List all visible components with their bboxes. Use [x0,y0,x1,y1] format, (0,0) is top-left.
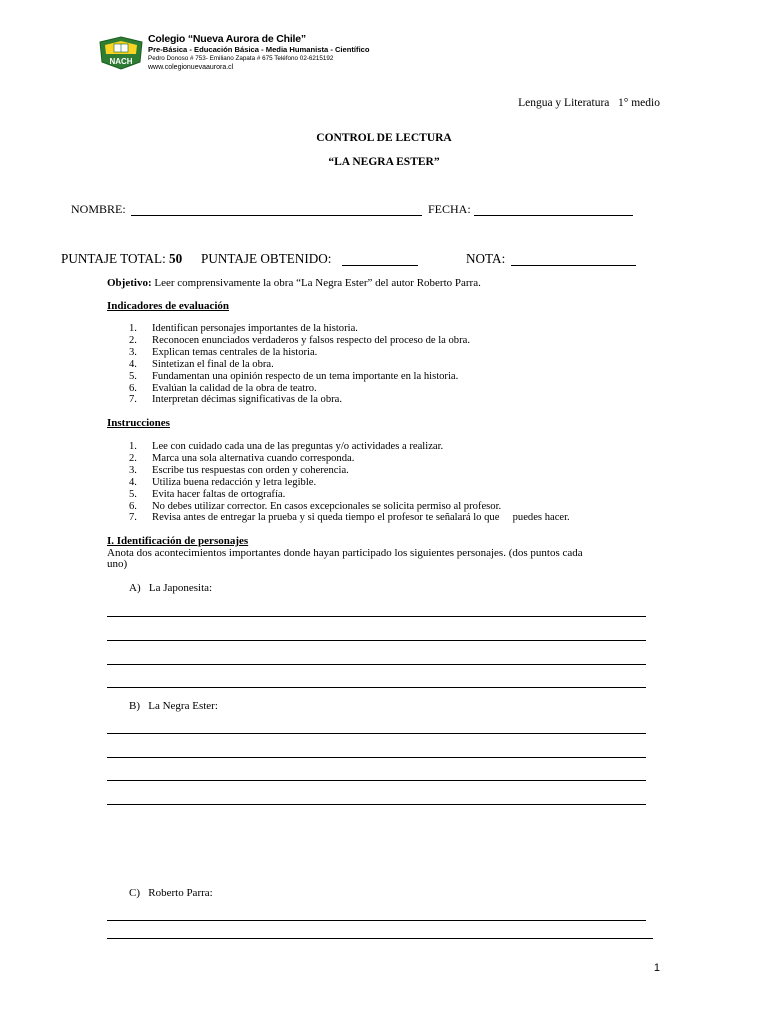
list-item: 3. Escribe tus respuestas con orden y coherencia. [129,464,349,476]
indicadores-list [107,323,470,406]
school-address: Pedro Donoso # 753- Emiliano Zapata # 675 Teléfono 02-6215192 [148,55,334,62]
nombre-line[interactable] [131,215,422,216]
character-c-label: C) Roberto Parra: [129,887,213,899]
page-title: CONTROL DE LECTURA [316,132,452,144]
school-logo [98,36,144,70]
fecha-label: FECHA: [428,202,471,216]
puntaje-total-value: 50 [169,251,183,266]
answer-line-a1[interactable] [107,616,646,617]
instrucciones-list [107,441,570,524]
list-item: 6. Evalúan la calidad de la obra de teatro. [129,382,317,394]
puntaje-total [61,251,182,267]
answer-line-a3[interactable] [107,664,646,665]
answer-line-b3[interactable] [107,780,646,781]
nota-line[interactable] [511,265,636,266]
list-item: 7. Revisa antes de entregar la prueba y si queda tiempo el profesor te señalará lo que puedes hacer. [129,512,570,524]
list-item: 5. Evita hacer faltas de ortografía. [129,488,286,500]
list-item: 4. Sintetizan el final de la obra. [129,358,274,370]
answer-line-c1[interactable] [107,920,646,921]
school-website[interactable]: www.colegionuevaaurora.cl [148,64,234,71]
list-item: 2. Reconocen enunciados verdaderos y falsos respecto del proceso de la obra. [129,334,470,346]
answer-line-b2[interactable] [107,757,646,758]
objetivo-text: Leer comprensivamente la obra “La Negra Ester” del autor Roberto Parra. [154,277,481,289]
subject-grade: Lengua y Literatura 1° medio [518,97,660,109]
list-item: 4. Utiliza buena redacción y letra legible. [129,476,317,488]
page-subtitle: “LA NEGRA ESTER” [328,156,440,168]
character-b-label: B) La Negra Ester: [129,700,218,712]
character-a-label: A) La Japonesita: [129,582,213,594]
indicadores-heading: Indicadores de evaluación [107,300,230,312]
logo-text: NACH [109,57,133,66]
answer-line-a4[interactable] [107,687,646,688]
puntaje-obtenido-line[interactable] [342,265,418,266]
section1-instruction-line1: Anota dos acontecimientos importantes donde hayan participado los siguientes personajes. (dos puntos cada [107,547,583,559]
answer-line-b4[interactable] [107,804,646,805]
page-number: 1 [653,962,660,974]
list-item: 1. Identifican personajes importantes de la historia. [129,323,358,334]
puntaje-obtenido-label: PUNTAJE OBTENIDO: [201,251,332,266]
answer-line-a2[interactable] [107,640,646,641]
instrucciones-heading: Instrucciones [107,417,170,429]
list-item: 6. No debes utilizar corrector. En casos excepcionales se solicita permiso al profesor. [129,500,502,512]
nombre-label: NOMBRE: [71,202,126,216]
school-name: Colegio “Nueva Aurora de Chile” [148,33,306,45]
objetivo [107,277,481,289]
nota-label: NOTA: [466,251,506,266]
list-item: 2. Marca una sola alternativa cuando corresponda. [129,452,355,464]
answer-line-b1[interactable] [107,733,646,734]
list-item: 3. Explican temas centrales de la historia. [129,346,318,358]
school-levels: Pre-Básica - Educación Básica - Media Humanista - Científico [148,45,370,54]
answer-line-c2[interactable] [107,938,653,939]
list-item: 5. Fundamentan una opinión respecto de un tema importante en la historia. [129,370,459,382]
list-item: 7. Interpretan décimas significativas de la obra. [129,394,343,406]
list-item: 1. Lee con cuidado cada una de las preguntas y/o actividades a realizar. [129,441,444,452]
puntaje-total-label: PUNTAJE TOTAL: [61,251,166,266]
fecha-line[interactable] [474,215,633,216]
section1-heading: I. Identificación de personajes [107,535,249,547]
objetivo-label: Objetivo: [107,277,152,289]
section1-instruction-line2: uno) [107,558,128,570]
